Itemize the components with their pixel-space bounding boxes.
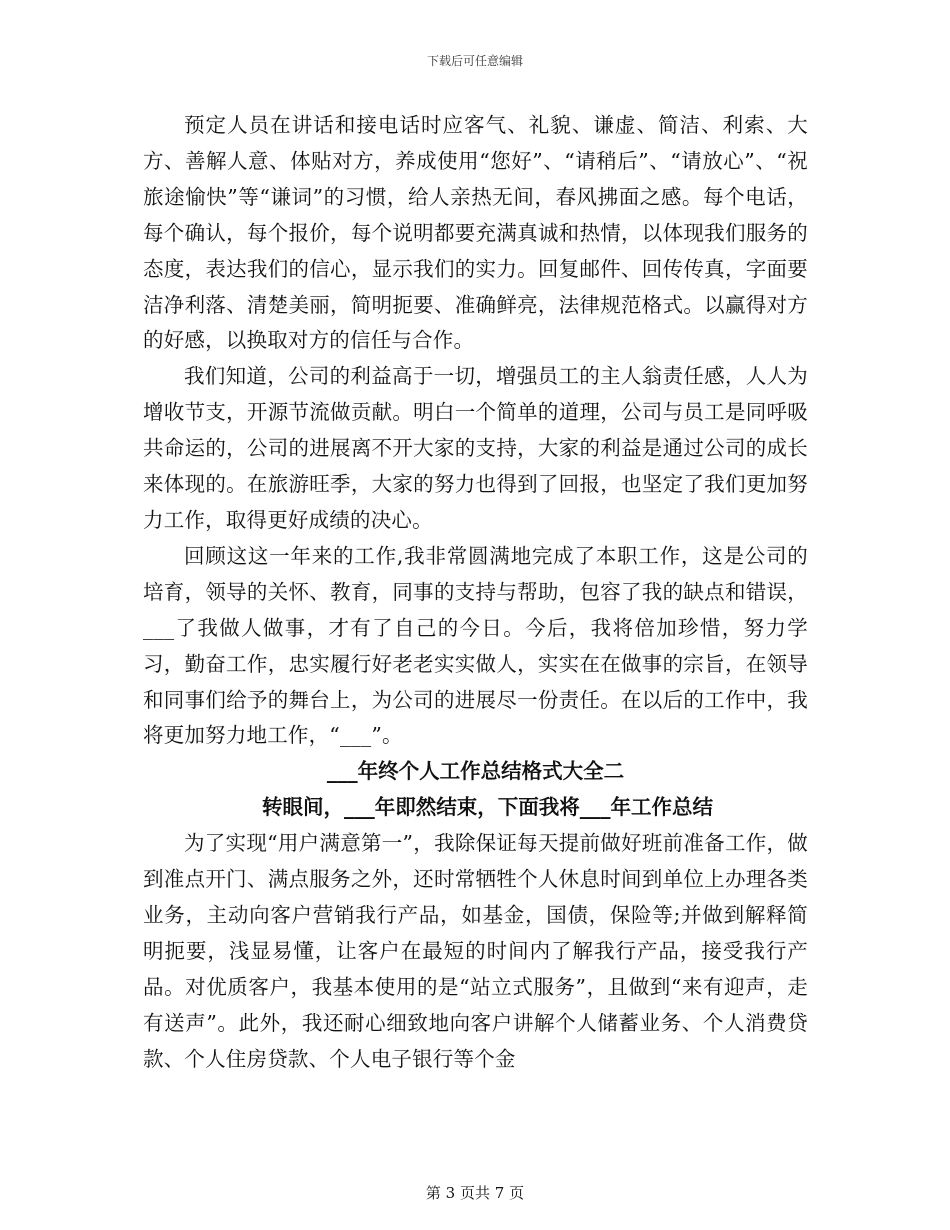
section-subheading: 转眼间，___年即然结束，下面我将___年工作总结 [262, 795, 713, 820]
paragraph-customer-service: 为了实现“用户满意第一”，我除保证每天提前做好班前准备工作，做到准点开门、满点服务之外，还时常牺牲个人休息时间到单位上办理各类业务，主动向客户营销我行产品，如基金，国债，保险等;并做到解释简明扼要，浅显易懂，让客户在最短的时间内了解我行产品，接受我行产品。对优质客户，我基本使用的是“站立式服务”，且做到“来有迎声，走有送声”。此外，我还耐心细致地向客户讲解个人储蓄业务、个人消费贷款、个人住房贷款、个人电子银行等个金 [143, 831, 808, 1071]
paragraph-company-interest: 我们知道，公司的利益高于一切，增强员工的主人翁责任感，人人为增收节支，开源节流做贡献。明白一个简单的道理，公司与员工是同呼吸共命运的，公司的进展离不开大家的支持，大家的利益是通过公司的成长来体现的。在旅游旺季，大家的努力也得到了回报，也坚定了我们更加努力工作，取得更好成绩的决心。 [143, 364, 808, 532]
header-note: 下载后可任意编辑 [426, 54, 523, 68]
section-heading: ___年终个人工作总结格式大全二 [326, 759, 625, 784]
document-body [143, 108, 808, 1077]
paragraph-year-review: 回顾这这一年来的工作,我非常圆满地完成了本职工作，这是公司的培育，领导的关怀、教育，同事的支持与帮助，包容了我的缺点和错误，___了我做人做事，才有了自己的今日。今后，我将倍加珍惜，努力学习，勤奋工作，忠实履行好老老实实做人，实实在在做事的宗旨，在领导和同事们给予的舞台上，为公司的进展尽一份责任。在以后的工作中，我将更加努力地工作，“___”。 [143, 543, 808, 748]
paragraph-booking-etiquette: 预定人员在讲话和接电话时应客气、礼貌、谦虚、简洁、利索、大方、善解人意、体贴对方，养成使用“您好”、“请稍后”、“请放心”、“祝旅途愉快”等“谦词”的习惯，给人亲热无间，春风拂面之感。每个电话，每个确认，每个报价，每个说明都要充满真诚和热情，以体现我们服务的态度，表达我们的信心，显示我们的实力。回复邮件、回传传真，字面要洁净利落、清楚美丽，简明扼要、准确鲜亮，法律规范格式。以赢得对方的好感，以换取对方的信任与合作。 [143, 113, 808, 353]
page-number: 第 3 页共 7 页 [425, 1184, 525, 1202]
